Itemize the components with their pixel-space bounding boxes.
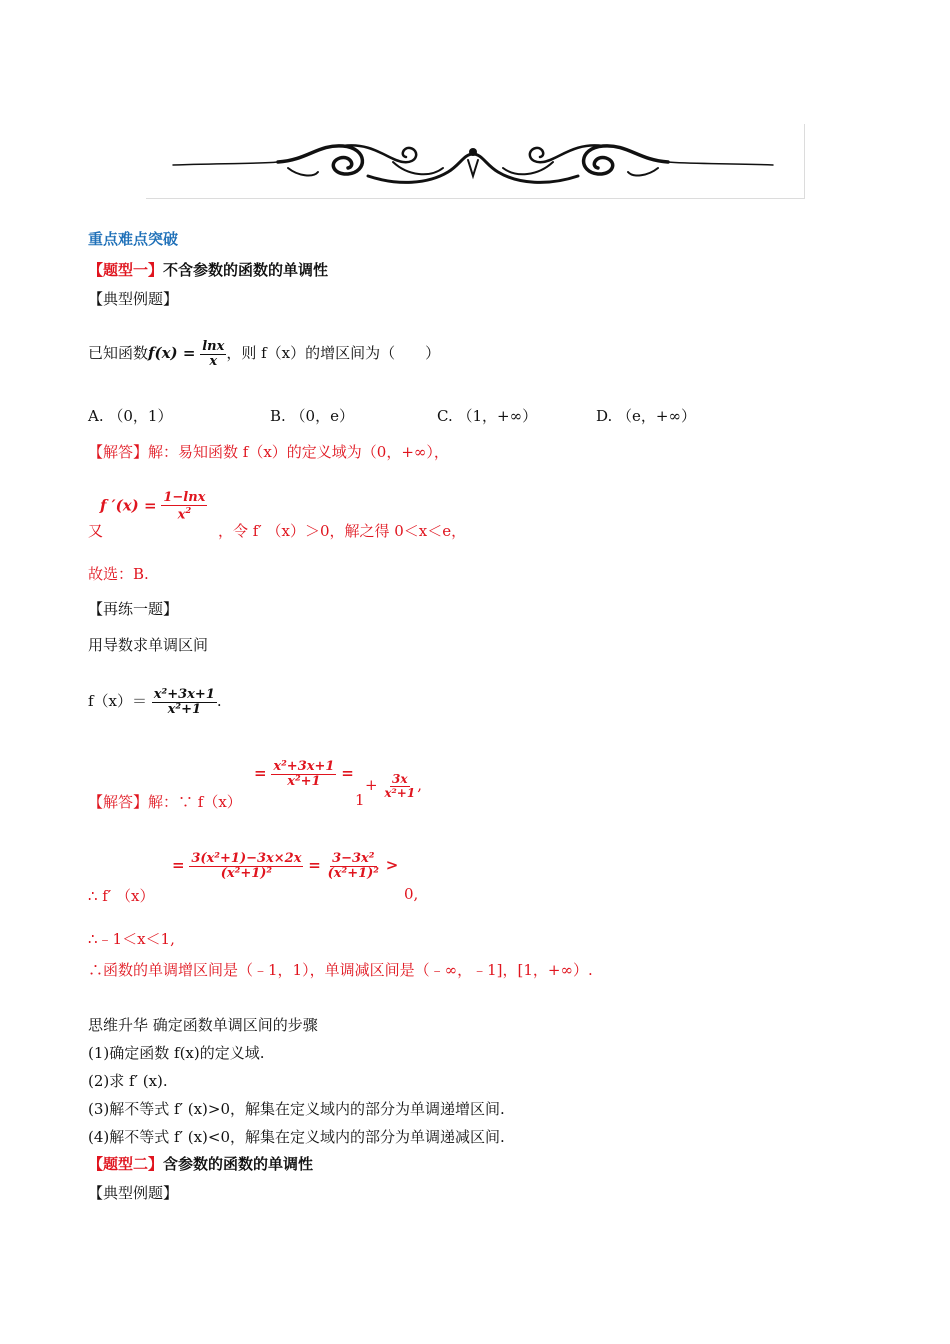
practice-task: 用导数求单调区间 bbox=[88, 636, 209, 654]
sol1-fraction bbox=[161, 491, 207, 522]
solution2-line1-prefix: 【解答】解：∵ f（x） bbox=[88, 793, 242, 811]
solution2-line1-frac2 bbox=[365, 770, 422, 800]
sol2-frac2-den: x²+1 bbox=[384, 785, 416, 800]
type1-title: 不含参数的函数的单调性 bbox=[163, 261, 329, 279]
sol2-frac3-den: (x²+1)² bbox=[220, 865, 273, 881]
section-heading: 重点难点突破 bbox=[88, 230, 179, 248]
solution1-fprime bbox=[100, 491, 207, 522]
solution2-line2-math: = $\frac{\text{3(x²+1)−3x×2x}}{\text{(x²+1)²}}$ = $\frac{\text{3−3x²}}{\text{(x²+1)²}}$ > bbox=[172, 851, 399, 881]
sol2-zero: 0, bbox=[404, 885, 419, 903]
sol1-frac-den: $x^2$ bbox=[177, 504, 192, 522]
option-c: C. （1，+∞） bbox=[437, 407, 538, 425]
practice-period: . bbox=[216, 692, 222, 710]
practice-fraction bbox=[152, 688, 217, 716]
sol1-fprime-lhs: f ′(x) = bbox=[100, 496, 157, 515]
q1-f-lhs: f(x) = bbox=[148, 344, 196, 362]
q1-frac-den: x bbox=[209, 353, 218, 369]
scroll-ornament-icon bbox=[168, 132, 778, 192]
sol2-eq2: = bbox=[341, 764, 354, 783]
example-label: 【典型例题】 bbox=[88, 290, 179, 308]
solution2-line4: ∴函数的单调增区间是（﹣1，1），单调减区间是（﹣∞，﹣1]，[1，+∞）. bbox=[88, 961, 593, 979]
solution1-again: 又 bbox=[88, 522, 104, 540]
sol2-frac4-num: 3−3x² bbox=[332, 851, 375, 866]
type1-bracket: 【题型一】 bbox=[88, 261, 164, 279]
sol2-frac2-num: 3x bbox=[392, 771, 408, 786]
practice-frac-num: x²+3x+1 bbox=[153, 686, 215, 702]
sol2-eq1: = bbox=[254, 764, 267, 783]
sol2-plus: + bbox=[365, 776, 378, 794]
practice-frac-den: x²+1 bbox=[167, 701, 202, 717]
sol2-fraction3 bbox=[189, 852, 303, 880]
type2-title: 含参数的函数的单调性 bbox=[163, 1155, 314, 1173]
q1-suffix: ，则 f（x）的增区间为（ ） bbox=[226, 344, 441, 362]
sol2-fraction2 bbox=[382, 773, 417, 799]
type2-bracket: 【题型二】 bbox=[88, 1155, 164, 1173]
practice-function bbox=[88, 684, 222, 718]
solution1-choice: 故选：B. bbox=[88, 565, 149, 583]
sol2-line1-suffix: , bbox=[417, 776, 422, 794]
practice-label: 【再练一题】 bbox=[88, 600, 179, 618]
sol2-fraction4 bbox=[326, 852, 381, 880]
sol2-frac1-num: x²+3x+1 bbox=[273, 759, 335, 774]
solution2-line1-math bbox=[254, 760, 354, 788]
sol2-frac1-den: x²+1 bbox=[287, 773, 321, 789]
option-b: B. （0，e） bbox=[270, 407, 354, 425]
summary-step-1: (1)确定函数 f(x)的定义域. bbox=[88, 1044, 265, 1062]
q1-prefix: 已知函数 bbox=[88, 344, 149, 362]
summary-step-4: (4)解不等式 f′ (x)<0，解集在定义域内的部分为单调递减区间. bbox=[88, 1128, 505, 1146]
option-d: D. （e，+∞） bbox=[596, 407, 696, 425]
solution1-line2: ，令 f′ （x）＞0，解之得 0＜x＜e， bbox=[218, 522, 467, 540]
q1-frac-num: lnx bbox=[202, 338, 225, 354]
sol2-gt: > bbox=[385, 856, 399, 875]
example-label-2: 【典型例题】 bbox=[88, 1184, 179, 1202]
sol1-frac-num: 1−lnx bbox=[163, 490, 206, 505]
practice-f-lhs: f（x）＝ bbox=[88, 692, 148, 710]
question-1 bbox=[88, 336, 440, 370]
sol2-fraction1 bbox=[271, 760, 336, 788]
summary-title: 思维升华 确定函数单调区间的步骤 bbox=[88, 1016, 318, 1034]
sol2-one: 1 bbox=[355, 791, 365, 809]
solution1-line1: 【解答】解：易知函数 f（x）的定义域为（0，+∞）， bbox=[88, 443, 449, 461]
sol2-frac3-num: 3(x²+1)−3x×2x bbox=[191, 851, 302, 866]
option-a: A. （0，1） bbox=[88, 407, 173, 425]
type1-heading bbox=[88, 259, 328, 280]
solution2-line3: ∴﹣1＜x＜1, bbox=[88, 930, 175, 948]
summary-step-3: (3)解不等式 f′ (x)>0，解集在定义域内的部分为单调递增区间. bbox=[88, 1100, 505, 1118]
sol2-frac4-den: (x²+1)² bbox=[327, 865, 379, 881]
q1-fraction bbox=[200, 340, 226, 368]
solution2-line2-prefix: ∴ f′ （x） bbox=[88, 887, 155, 905]
summary-step-2: (2)求 f′ (x). bbox=[88, 1072, 168, 1090]
type2-heading bbox=[88, 1153, 313, 1174]
